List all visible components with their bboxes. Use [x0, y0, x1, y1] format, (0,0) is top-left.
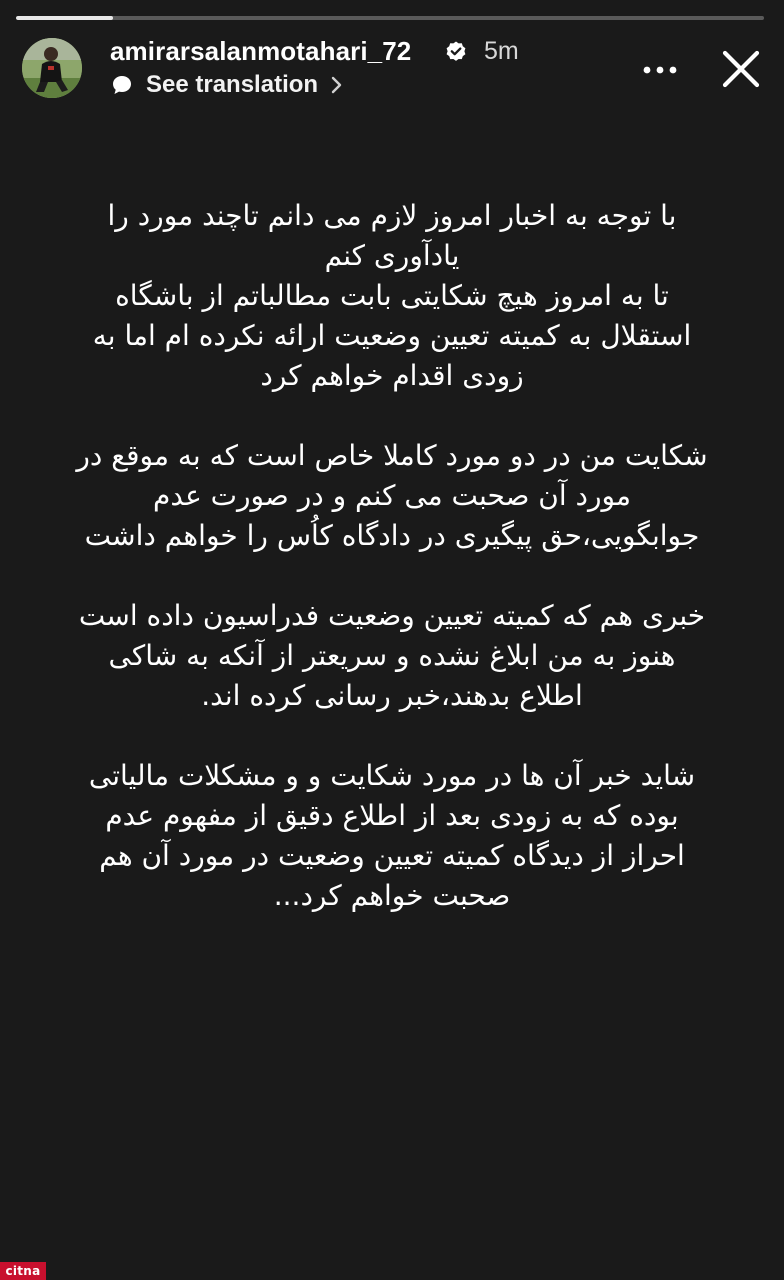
verified-badge-icon — [444, 40, 468, 64]
story-text-line: جوابگویی،حق پیگیری در دادگاه کاُس را خواهم داشت — [84, 519, 700, 552]
more-horizontal-icon — [638, 50, 684, 90]
story-text-line: خبری هم که کمیته تعیین وضعیت فدراسیون داده است — [78, 599, 706, 632]
chevron-right-icon — [330, 76, 344, 94]
story-paragraph — [40, 596, 744, 716]
story-text-line: با توجه به اخبار امروز لازم می دانم تاچند مورد را — [107, 199, 677, 232]
citna-watermark: citna — [0, 1262, 46, 1280]
author-avatar[interactable] — [22, 38, 82, 98]
story-text — [40, 196, 744, 956]
story-paragraph — [40, 756, 744, 916]
story-text-line: صحبت خواهم کرد... — [273, 879, 511, 912]
story-progress-bar — [16, 16, 764, 20]
more-options-button[interactable] — [638, 50, 684, 90]
story-text-line: استقلال به کمیته تعیین وضعیت ارائه نکرده ام اما به — [92, 319, 692, 352]
story-paragraph — [40, 196, 744, 396]
story-text-line: یادآوری کنم — [324, 239, 460, 272]
see-translation-link[interactable] — [110, 70, 344, 100]
story-text-line: بوده که به زودی بعد از اطلاع دقیق از مفهوم عدم — [105, 799, 679, 832]
story-paragraph — [40, 436, 744, 556]
story-text-line: مورد آن صحبت می کنم و در صورت عدم — [153, 479, 631, 512]
close-icon — [716, 44, 766, 94]
post-time: 5m — [484, 37, 519, 65]
story-progress-fill — [16, 16, 113, 20]
story-text-line: زودی اقدام خواهم کرد — [260, 359, 524, 392]
story-text-line: اطلاع بدهند،خبر رسانی کرده اند. — [201, 679, 583, 712]
story-text-line: تا به امروز هیچ شکایتی بابت مطالباتم از باشگاه — [115, 279, 669, 312]
author-username[interactable]: amirarsalanmotahari_72 — [110, 36, 412, 66]
story-text-line: شاید خبر آن ها در مورد شکایت و و مشکلات مالیاتی — [88, 759, 696, 792]
see-translation-label: See translation — [146, 71, 319, 98]
story-text-line: هنوز به من ابلاغ نشده و سریعتر از آنکه به شاکی — [108, 639, 676, 672]
story-text-line: احراز از دیدگاه کمیته تعیین وضعیت در مورد آن هم — [99, 839, 685, 872]
close-story-button[interactable] — [716, 44, 766, 94]
speech-bubble-icon — [110, 73, 134, 97]
story-text-line: شکایت من در دو مورد کاملا خاص است که به موقع در — [76, 439, 708, 472]
